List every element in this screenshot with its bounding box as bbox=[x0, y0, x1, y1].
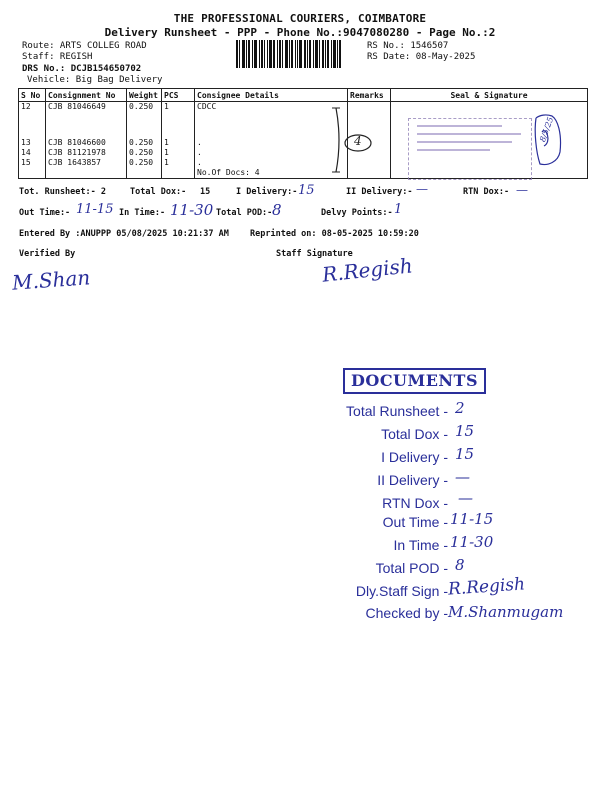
runsheet-subtitle: Delivery Runsheet - PPP - Phone No.:9047080280 - Page No.:2 bbox=[104, 26, 496, 39]
delvy-points-hw: 1 bbox=[394, 202, 403, 217]
ii-delivery-hw: — bbox=[416, 182, 428, 196]
cell-consignment: CJB 1643857 bbox=[46, 158, 127, 168]
stamp-label: II Delivery - bbox=[377, 472, 448, 488]
out-time-label: Out Time:- bbox=[19, 208, 71, 218]
seal-date-hw: 8/5/25 bbox=[538, 115, 556, 144]
barcode bbox=[236, 40, 360, 68]
drs-number: DRS No.: DCJB154650702 bbox=[22, 64, 142, 74]
col-pcs: PCS bbox=[162, 89, 195, 102]
i-delivery-label: I Delivery:- bbox=[236, 187, 298, 197]
documents-title: DOCUMENTS bbox=[351, 371, 478, 390]
cell-weight: 0.250 bbox=[127, 158, 162, 168]
i-delivery-hw: 15 bbox=[298, 183, 315, 198]
stamp-value: 11-30 bbox=[450, 533, 494, 551]
stamp-label: Out Time - bbox=[382, 514, 448, 530]
cell-pcs: 1 bbox=[162, 148, 195, 158]
col-sno: S No bbox=[19, 89, 46, 102]
cell-weight: 0.250 bbox=[127, 102, 162, 113]
total-dox-label: Total Dox:- bbox=[130, 187, 187, 197]
tot-runsheet: Tot. Runsheet:- 2 bbox=[19, 187, 106, 197]
col-seal: Seal & Signature bbox=[391, 89, 588, 102]
company-title: THE PROFESSIONAL COURIERS, COIMBATORE bbox=[173, 12, 427, 25]
stamp-value: 15 bbox=[455, 422, 475, 440]
cell-weight: 0.250 bbox=[127, 138, 162, 148]
col-weight: Weight bbox=[127, 89, 162, 102]
delvy-points-label: Delvy Points:- bbox=[321, 208, 393, 218]
cell-sno: 12 bbox=[19, 102, 46, 113]
total-dox-value: 15 bbox=[200, 187, 211, 197]
stamp-label: Checked by - bbox=[365, 605, 448, 621]
out-time-hw: 11-15 bbox=[76, 202, 114, 217]
cell-consignment: CJB 81121978 bbox=[46, 148, 127, 158]
rtn-dox-hw: — bbox=[516, 183, 528, 197]
rs-date: RS Date: 08-May-2025 bbox=[367, 52, 476, 62]
staff-text: Staff: REGISH bbox=[22, 52, 93, 62]
cell-pcs: 1 bbox=[162, 138, 195, 148]
stamp-checked-signature: M.Shanmugam bbox=[448, 603, 564, 621]
total-pod-hw: 8 bbox=[272, 201, 282, 219]
verified-by-label: Verified By bbox=[19, 249, 76, 259]
in-time-label: In Time:- bbox=[119, 208, 166, 218]
stamp-value: — bbox=[458, 489, 473, 507]
cell-sno: 15 bbox=[19, 158, 46, 168]
stamp-value: 8 bbox=[455, 556, 465, 574]
cell-weight: 0.250 bbox=[127, 148, 162, 158]
no-of-docs: No.Of Docs: 4 bbox=[195, 168, 348, 179]
col-consignee: Consignee Details bbox=[195, 89, 348, 102]
stamp-staff-signature: R.Regish bbox=[447, 574, 526, 600]
table-row bbox=[19, 102, 588, 113]
stamp-value: — bbox=[455, 468, 470, 486]
cell-pcs: 1 bbox=[162, 158, 195, 168]
cell-details: . bbox=[195, 138, 348, 148]
vehicle-text: Vehicle: Big Bag Delivery bbox=[27, 75, 163, 85]
stamp-label: Dly.Staff Sign - bbox=[355, 583, 448, 599]
stamp-value: 15 bbox=[455, 445, 475, 463]
cell-sno: 13 bbox=[19, 138, 46, 148]
stamp-label: I Delivery - bbox=[381, 449, 448, 465]
reprinted-on: Reprinted on: 08-05-2025 10:59:20 bbox=[250, 229, 419, 239]
office-stamp bbox=[408, 118, 532, 180]
in-time-hw: 11-30 bbox=[170, 201, 214, 219]
documents-stamp bbox=[343, 368, 486, 394]
stamp-value: 2 bbox=[455, 399, 465, 417]
staff-signature-label: Staff Signature bbox=[276, 249, 353, 259]
stamp-label: RTN Dox - bbox=[382, 495, 448, 511]
remarks-bracket-icon bbox=[326, 100, 376, 180]
stamp-value: 11-15 bbox=[450, 510, 494, 528]
rs-number: RS No.: 1546507 bbox=[367, 41, 449, 51]
col-remarks: Remarks bbox=[348, 89, 391, 102]
cell-sno: 14 bbox=[19, 148, 46, 158]
rtn-dox-label: RTN Dox:- bbox=[463, 187, 510, 197]
ii-delivery-label: II Delivery:- bbox=[346, 187, 413, 197]
entered-by: Entered By :ANUPPP 05/08/2025 10:21:37 AM bbox=[19, 229, 229, 239]
verified-signature: M.Shan bbox=[11, 265, 91, 295]
cell-consignment: CJB 81046649 bbox=[46, 102, 127, 113]
stamp-label: Total Dox - bbox=[381, 426, 448, 442]
col-consignment: Consignment No bbox=[46, 89, 127, 102]
cell-consignment: CJB 81046600 bbox=[46, 138, 127, 148]
cell-pcs: 1 bbox=[162, 102, 195, 113]
cell-details: CDCC bbox=[195, 102, 348, 113]
stamp-label: In Time - bbox=[393, 537, 448, 553]
cell-details: . bbox=[195, 158, 348, 168]
stamp-label: Total Runsheet - bbox=[346, 403, 448, 419]
stamp-label: Total POD - bbox=[375, 560, 448, 576]
route-text: Route: ARTS COLLEG ROAD bbox=[22, 41, 147, 51]
staff-signature: R.Regish bbox=[320, 253, 414, 287]
total-pod-label: Total POD:- bbox=[216, 208, 273, 218]
remarks-hw: 4 bbox=[354, 134, 362, 148]
cell-details: . bbox=[195, 148, 348, 158]
